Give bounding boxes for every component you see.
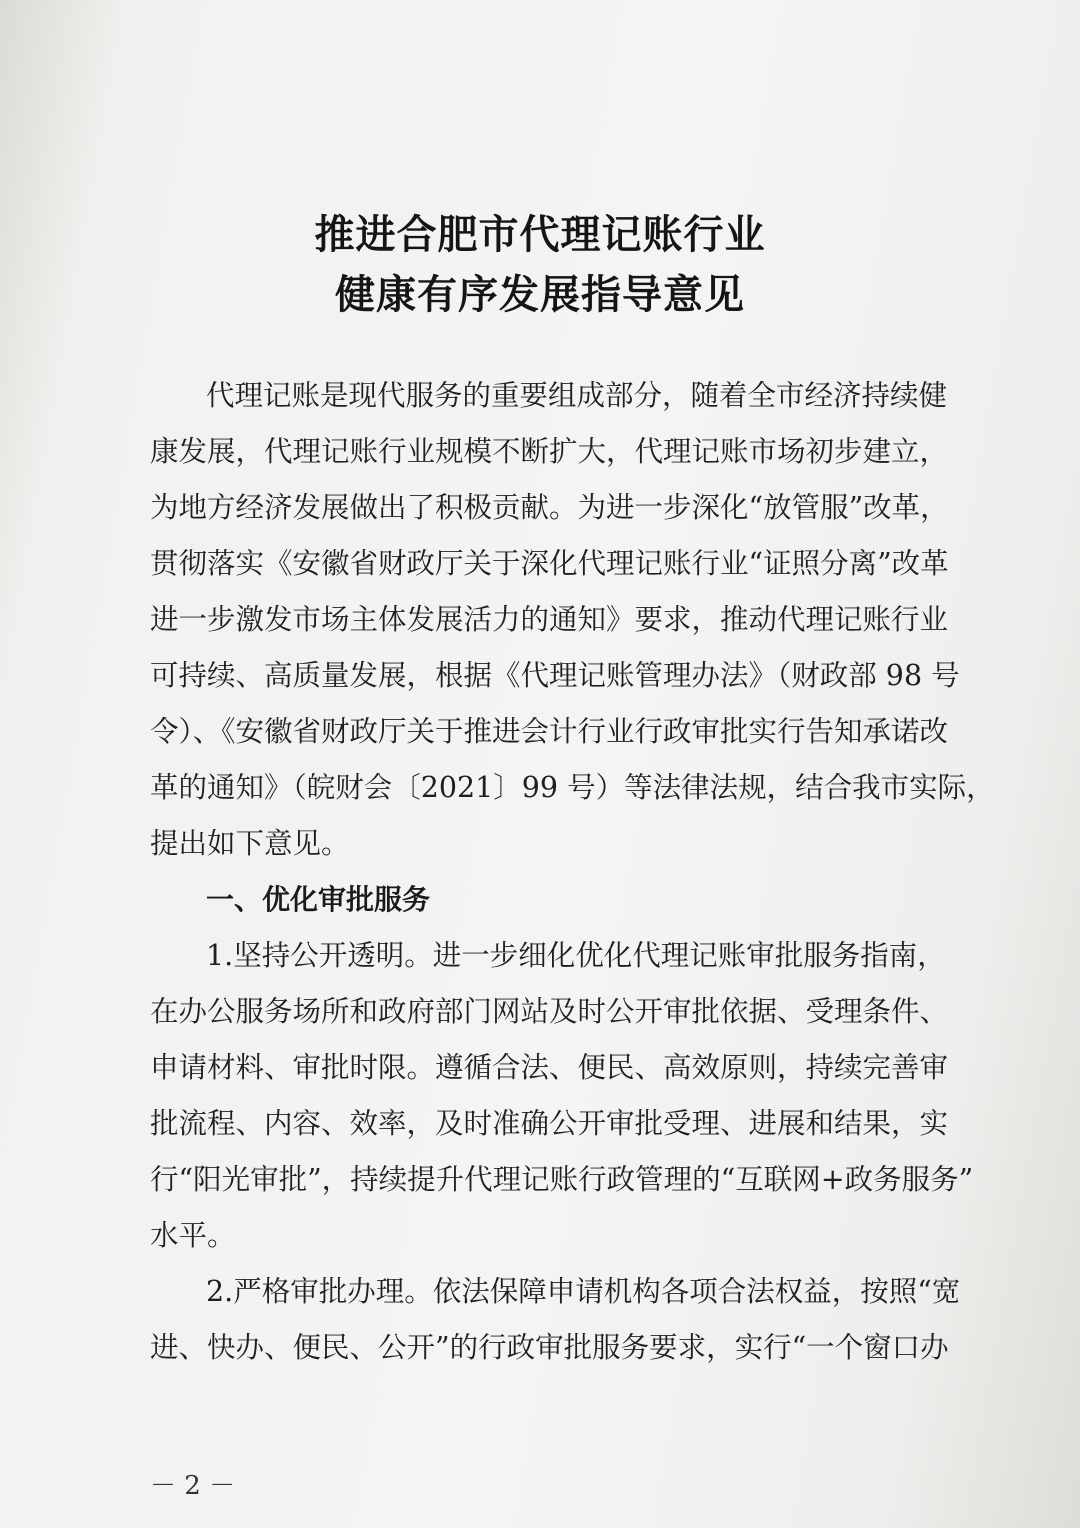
item2-line: 进、快办、便民、公开”的行政审批服务要求，实行“一个窗口办 xyxy=(150,1331,949,1364)
item1-line: 行“阳光审批”，持续提升代理记账行政管理的“互联网+政务服务” xyxy=(150,1163,974,1196)
intro-line: 贯彻落实《安徽省财政厅关于深化代理记账行业“证照分离”改革 xyxy=(150,547,949,580)
item2-line: 2.严格审批办理。依法保障申请机构各项合法权益，按照“宽 xyxy=(206,1275,961,1308)
intro-line: 可持续、高质量发展，根据《代理记账管理办法》（财政部 98 号 xyxy=(150,659,960,692)
section-heading: 一、优化审批服务 xyxy=(206,883,431,916)
document-title-line-2: 健康有序发展指导意见 xyxy=(335,272,745,318)
intro-line: 令）、《安徽省财政厅关于推进会计行业行政审批实行告知承诺改 xyxy=(150,715,949,748)
page-number: － 2 － xyxy=(150,1471,236,1501)
intro-line: 革的通知》（皖财会〔2021〕99 号）等法律法规，结合我市实际， xyxy=(150,771,995,804)
item1-line: 在办公服务场所和政府部门网站及时公开审批依据、受理条件、 xyxy=(150,995,949,1028)
intro-line: 康发展，代理记账行业规模不断扩大，代理记账市场初步建立， xyxy=(150,435,949,468)
document-title-line-1: 推进合肥市代理记账行业 xyxy=(314,212,766,258)
intro-line: 为地方经济发展做出了积极贡献。为进一步深化“放管服”改革， xyxy=(150,491,949,524)
item1-line: 1.坚持公开透明。进一步细化优化代理记账审批服务指南， xyxy=(206,939,946,972)
intro-line: 代理记账是现代服务的重要组成部分，随着全市经济持续健 xyxy=(206,379,948,412)
item1-line: 水平。 xyxy=(150,1219,236,1252)
intro-line: 提出如下意见。 xyxy=(150,827,350,860)
item1-line: 申请材料、审批时限。遵循合法、便民、高效原则，持续完善审 xyxy=(150,1051,949,1084)
item1-line: 批流程、内容、效率，及时准确公开审批受理、进展和结果，实 xyxy=(150,1107,949,1140)
intro-line: 进一步激发市场主体发展活力的通知》要求，推动代理记账行业 xyxy=(150,603,949,636)
